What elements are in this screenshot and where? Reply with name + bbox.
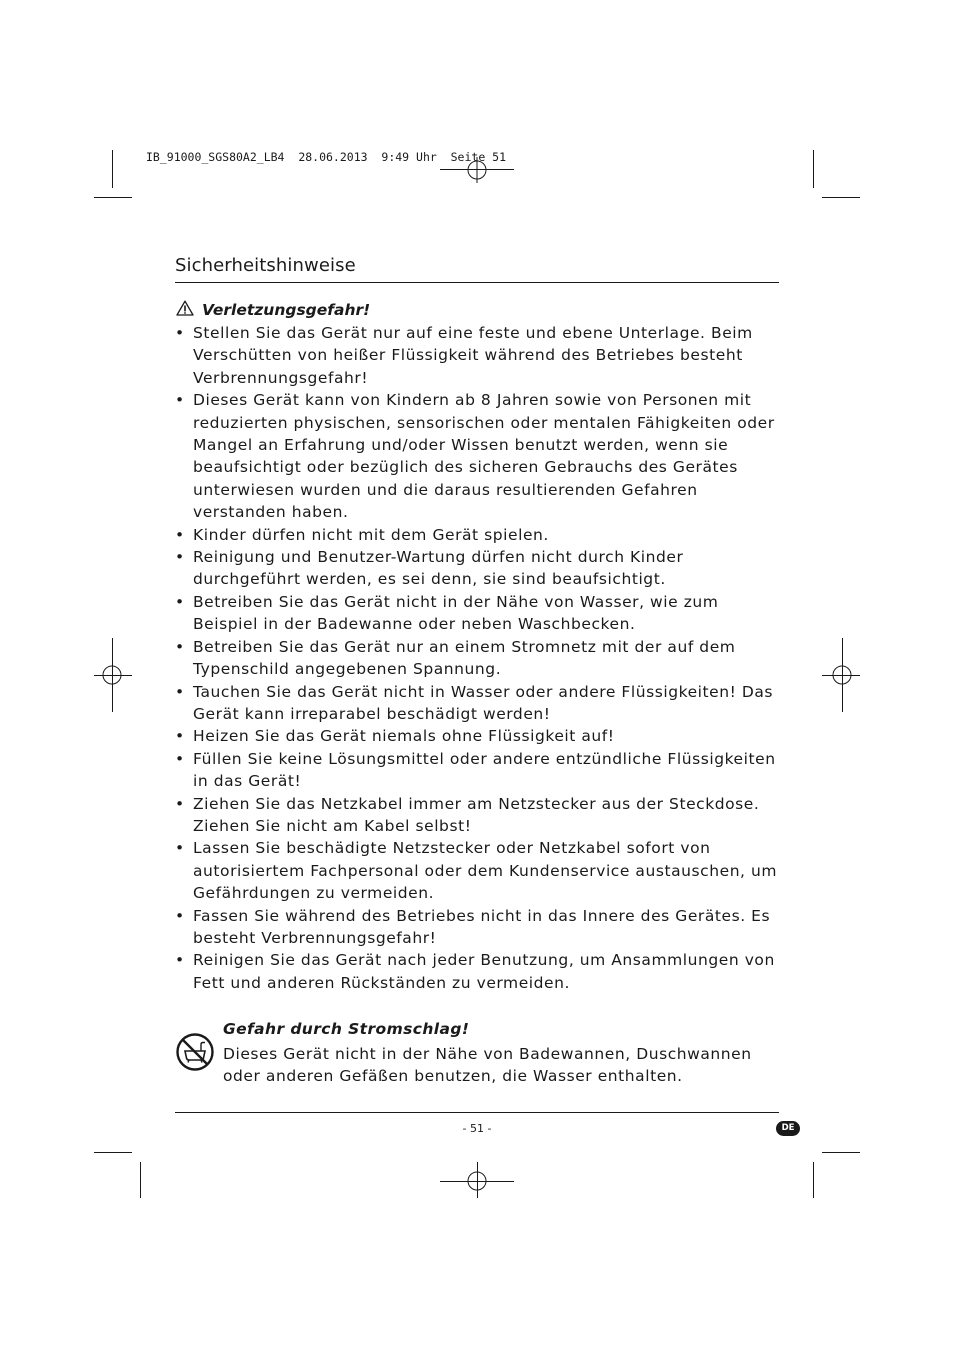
list-item (174, 949, 784, 994)
bullet-marker: • (175, 637, 185, 656)
bullet-marker: • (175, 794, 185, 813)
crop-mark-top-right-v (813, 150, 814, 188)
bullet-marker: • (175, 324, 185, 342)
registration-mark-bottom-icon (464, 1168, 490, 1194)
registration-mark-left-icon (99, 662, 125, 688)
list-item (174, 636, 784, 681)
bullet-marker: • (175, 839, 185, 858)
registration-mark-right-icon (829, 662, 855, 688)
list-item-text: Dieses Gerät kann von Kindern ab 8 Jahren sowie von Personen mit reduzierten physischen, sensorischen oder mentalen Fähigkeiten oder Mangel an Erfahrung und/oder Wissen benutzt werden, wenn sie beaufsichtigt oder bezüglich des sicheren Gebrauchs des Gerätes unterwiesen wurden und die daraus resultierenden Gefahren verstanden haben. (193, 391, 775, 522)
injury-warning-list (174, 322, 784, 994)
list-item (174, 681, 784, 726)
list-item (174, 905, 784, 950)
warning-triangle-icon (176, 300, 194, 320)
footer-rule (175, 1112, 779, 1113)
list-item (174, 591, 784, 636)
injury-warning-title: Verletzungsgefahr! (202, 301, 371, 319)
section-title-rule (175, 282, 779, 283)
list-item-text: Reinigen Sie das Gerät nach jeder Benutzung, um Ansammlungen von Fett und anderen Rückständen zu vermeiden. (193, 951, 775, 992)
list-item-text: Betreiben Sie das Gerät nur an einem Stromnetz mit der auf dem Typenschild angegebenen Spannung. (193, 637, 736, 679)
bullet-marker: • (175, 525, 185, 544)
list-item-text: Reinigung und Benutzer-Wartung dürfen nicht durch Kinder durchgeführt werden, es sei denn, sie sind beaufsichtigt. (193, 548, 684, 589)
crop-mark-bottom-right-h (822, 1152, 860, 1153)
list-item (174, 725, 784, 747)
list-item-text: Fassen Sie während des Betriebes nicht in das Innere des Gerätes. Es besteht Verbrennungsgefahr! (193, 906, 771, 947)
crop-mark-top-left-v (112, 150, 113, 188)
list-item (174, 837, 784, 904)
bullet-marker: • (175, 548, 185, 567)
bullet-marker: • (175, 592, 185, 611)
list-item (174, 524, 784, 546)
electric-shock-heading: Gefahr durch Stromschlag! (223, 1020, 470, 1038)
crop-mark-bottom-left-v (140, 1162, 141, 1198)
list-item-text: Tauchen Sie das Gerät nicht in Wasser oder andere Flüssigkeiten! Das Gerät kann irreparabel beschädigt werden! (193, 682, 774, 723)
list-item-text: Heizen Sie das Gerät niemals ohne Flüssigkeit auf! (193, 727, 615, 746)
crop-mark-top-left-h (94, 197, 132, 198)
list-item-text: Ziehen Sie das Netzkabel immer am Netzstecker aus der Steckdose. Ziehen Sie nicht am Kabel selbst! (193, 794, 760, 835)
registration-mark-top-icon (464, 157, 490, 183)
bullet-marker: • (175, 906, 185, 925)
bullet-marker: • (175, 951, 185, 970)
list-item (174, 389, 784, 523)
list-item-text: Lassen Sie beschädigte Netzstecker oder Netzkabel sofort von autorisiertem Fachpersonal oder dem Kundenservice austauschen, um Gefährdungen zu vermeiden. (193, 839, 778, 903)
section-title: Sicherheitshinweise (175, 255, 356, 276)
crop-mark-bottom-left-h (94, 1152, 132, 1153)
bullet-marker: • (175, 749, 185, 768)
bullet-marker: • (175, 682, 185, 701)
list-item-text: Füllen Sie keine Lösungsmittel oder andere entzündliche Flüssigkeiten in das Gerät! (193, 749, 776, 791)
list-item (174, 546, 784, 591)
language-badge: DE (776, 1121, 800, 1136)
list-item (174, 748, 784, 793)
crop-mark-top-right-h (822, 197, 860, 198)
electric-shock-text: Dieses Gerät nicht in der Nähe von Badewannen, Duschwannen oder anderen Gefäßen benutzen, die Wasser enthalten. (223, 1045, 752, 1086)
bullet-marker: • (175, 391, 185, 410)
page-number: - 51 - (462, 1122, 492, 1135)
list-item-text: Stellen Sie das Gerät nur auf eine feste und ebene Unterlage. Beim Verschütten von heißer Flüssigkeit während des Betriebes besteht Verbrennungsgefahr! (193, 324, 753, 387)
list-item-text: Betreiben Sie das Gerät nicht in der Nähe von Wasser, wie zum Beispiel in der Badewanne oder neben Waschbecken. (193, 592, 719, 634)
injury-warning-heading (176, 300, 370, 320)
print-slug-header: IB_91000_SGS80A2_LB4 28.06.2013 9:49 Uhr Seite 51 (146, 150, 507, 164)
no-bathtub-icon (175, 1032, 215, 1072)
list-item (174, 793, 784, 838)
list-item-text: Kinder dürfen nicht mit dem Gerät spielen. (193, 525, 549, 544)
crop-mark-bottom-right-v (813, 1162, 814, 1198)
bullet-marker: • (175, 727, 185, 746)
list-item (174, 322, 784, 389)
